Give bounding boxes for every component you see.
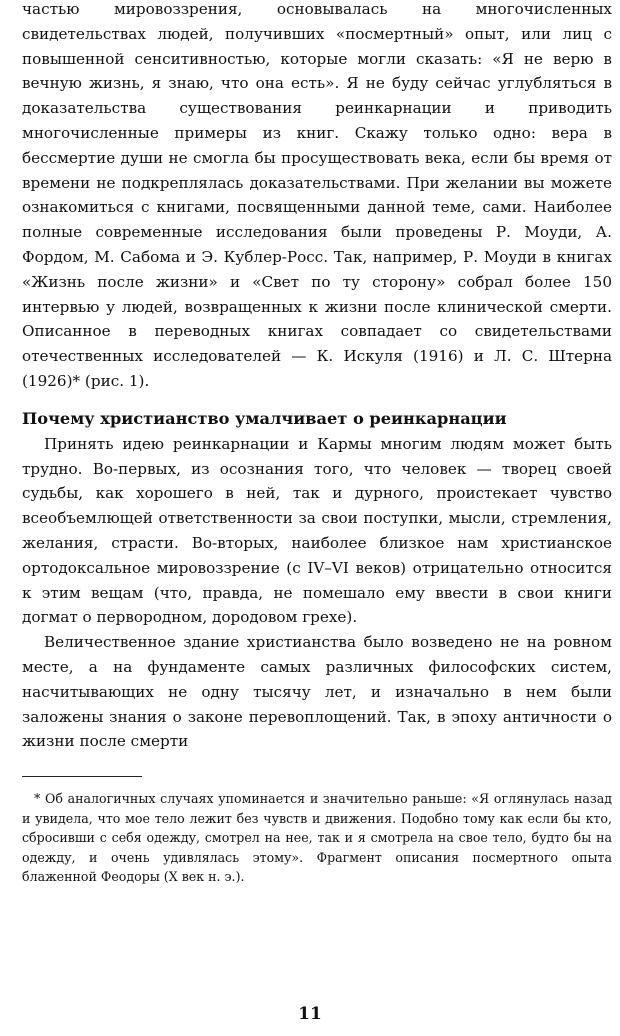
paragraph-christianity: Величественное здание христианства было возведено не на ровном месте, а на фундаменте самых различных философских систем, насчитывающих не одну тысячу лет, и изначально в нем были заложены знания о законе перевоплощений. Так, в эпоху античности о жизни после смерти bbox=[22, 633, 612, 751]
paragraph-reincarnation: Принять идею реинкарнации и Кармы многим людям может быть трудно. Во-первых, из осознания того, что человек — творец своей судьбы, как хорошего в ней, так и дурного, проистекает чувство всеобъемлющей ответственности за свои поступки, мысли, стремления, желания, страсти. Во-вторых, наиболее близкое нам христианское ортодоксальное мировоззрение (с IV–VI веков) отрицательно относится к этим вещам (что, правда, не помешало ему ввести в свои книги догмат о первородном, дородовом грехе). bbox=[22, 434, 612, 627]
paragraph-intro: частью мировоззрения, основывалась на многочисленных свидетельствах людей, получивших «посмертный» опыт, или лиц с повышенной сенситивностью, которые могли сказать: «Я не верю в вечную жизнь, я знаю, что она есть». Я не буду сейчас углубляться в доказательства существования реинкарнации и приводить многочисленные примеры из книг. Скажу только одно: вера в бессмертие души не смогла бы просуществовать века, если бы время от времени не подкреплялась доказательствами. При желании вы можете ознакомиться с книгами, посвященными данной теме, сами. Наиболее полные современные исследования были проведены Р. Моуди, А. Фордом, М. Сабома и Э. Кублер-Росс. Так, например, Р. Моуди в книгах «Жизнь после жизни» и «Свет по ту сторону» собрал более 150 интервью у людей, возвращенных к жизни после клинической смерти. Описанное в переводных книгах совпадает со свидетельствами отечественных исследователей — К. Искуля (1916) и Л. С. Штерна (1926)* (рис. 1). bbox=[22, 0, 612, 390]
page-number: 11 bbox=[298, 1004, 322, 1024]
footnote-divider bbox=[22, 776, 142, 777]
footnote: * Об аналогичных случаях упоминается и значительно раньше: «Я оглянулась назад и увидела, что мое тело лежит без чувств и движения. Подобно тому как если бы кто, сбросивши с себя одежду, смотрел на нее, так и я смотрела на свое тело, будто бы на одежду, и очень удивлялась этому». Фрагмент описания посмертного опыта блаженной Феодоры (X век н. э.). bbox=[22, 791, 612, 885]
section-heading: Почему христианство умалчивает о реинкарнации bbox=[22, 408, 507, 428]
